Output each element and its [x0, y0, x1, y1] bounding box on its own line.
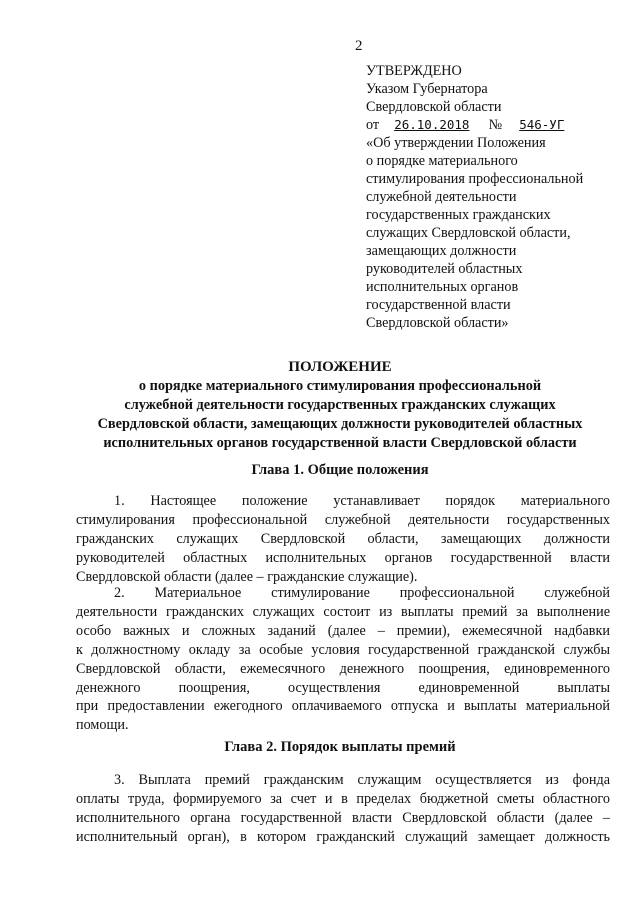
- paragraph-line: деятельности гражданских служащих состоит из выплаты премий за выполнение: [76, 603, 610, 620]
- title-subline: Свердловской области, замещающих должности руководителей областных: [97, 416, 583, 432]
- paragraph-line: особо важных и сложных заданий (далее – премии), ежемесячной надбавки: [76, 622, 610, 639]
- chapter-1-heading: Глава 1. Общие положения: [251, 462, 429, 478]
- title-subline: исполнительных органов государственной власти Свердловской области: [103, 435, 577, 451]
- decree-date: 26.10.2018: [394, 117, 470, 132]
- decree-title-line: замещающих должности: [366, 243, 517, 259]
- approval-authority: Указом Губернатора: [366, 81, 488, 97]
- paragraph-line: 2. Материальное стимулирование профессиональной служебной: [114, 585, 610, 601]
- paragraph-1: [76, 492, 610, 587]
- paragraph-line: денежного поощрения, осуществления единовременной выплаты: [76, 679, 610, 696]
- paragraph-line: 1. Настоящее положение устанавливает порядок материального: [114, 493, 610, 509]
- decree-title-line: стимулирования профессиональной: [366, 171, 584, 187]
- paragraph-line: Свердловской области, ежемесячного денежного поощрения, единовременного: [76, 660, 610, 677]
- decree-title-line: руководителей областных: [366, 261, 523, 277]
- title-subline: о порядке материального стимулирования профессиональной: [138, 378, 542, 394]
- approval-heading: УТВЕРЖДЕНО: [366, 63, 462, 79]
- approval-stamp-block: [366, 62, 628, 332]
- approval-date-number-line: [366, 116, 628, 134]
- paragraph-3: [76, 771, 610, 847]
- title-subline: служебной деятельности государственных гражданских служащих: [124, 397, 556, 413]
- title-main: ПОЛОЖЕНИЕ: [288, 359, 392, 375]
- from-label: от: [366, 117, 380, 133]
- approval-region: Свердловской области: [366, 99, 502, 115]
- decree-title-line: «Об утверждении Положения: [366, 135, 546, 151]
- decree-number: 546-УГ: [519, 117, 565, 132]
- page-number: 2: [355, 38, 363, 54]
- decree-title-line: государственной власти: [366, 297, 511, 313]
- paragraph-2: [76, 584, 610, 735]
- decree-title-line: о порядке материального: [366, 153, 518, 169]
- chapter-2-heading: Глава 2. Порядок выплаты премий: [224, 739, 456, 755]
- paragraph-line: оплаты труда, формируемого за счет и в пределах бюджетной сметы областного: [76, 790, 610, 807]
- document-title: [70, 358, 610, 453]
- decree-title-line: Свердловской области»: [366, 315, 509, 331]
- number-label: №: [488, 117, 503, 133]
- paragraph-line: руководителей областных исполнительных органов государственной власти: [76, 549, 610, 566]
- decree-title-line: государственных гражданских: [366, 207, 551, 223]
- decree-title-line: служащих Свердловской области,: [366, 225, 571, 241]
- decree-title-line: исполнительных органов: [366, 279, 519, 295]
- paragraph-line: 3. Выплата премий гражданским служащим осуществляется из фонда: [114, 772, 610, 788]
- paragraph-line: исполнительный орган), в котором гражданский служащий замещает должность: [76, 828, 610, 845]
- paragraph-line: к должностному окладу за особые условия государственной гражданской службы: [76, 641, 610, 658]
- paragraph-line: гражданских служащих Свердловской области, замещающих должности: [76, 530, 610, 547]
- decree-title-line: служебной деятельности: [366, 189, 517, 205]
- paragraph-line: при предоставлении ежегодного оплачиваемого отпуска и выплаты материальной: [76, 698, 610, 715]
- paragraph-line: стимулирования профессиональной служебной деятельности государственных: [76, 511, 610, 528]
- paragraph-line: Свердловской области (далее – гражданские служащие).: [76, 568, 418, 585]
- paragraph-line: исполнительного органа государственной власти Свердловской области (далее –: [76, 809, 610, 826]
- paragraph-line: помощи.: [76, 717, 129, 734]
